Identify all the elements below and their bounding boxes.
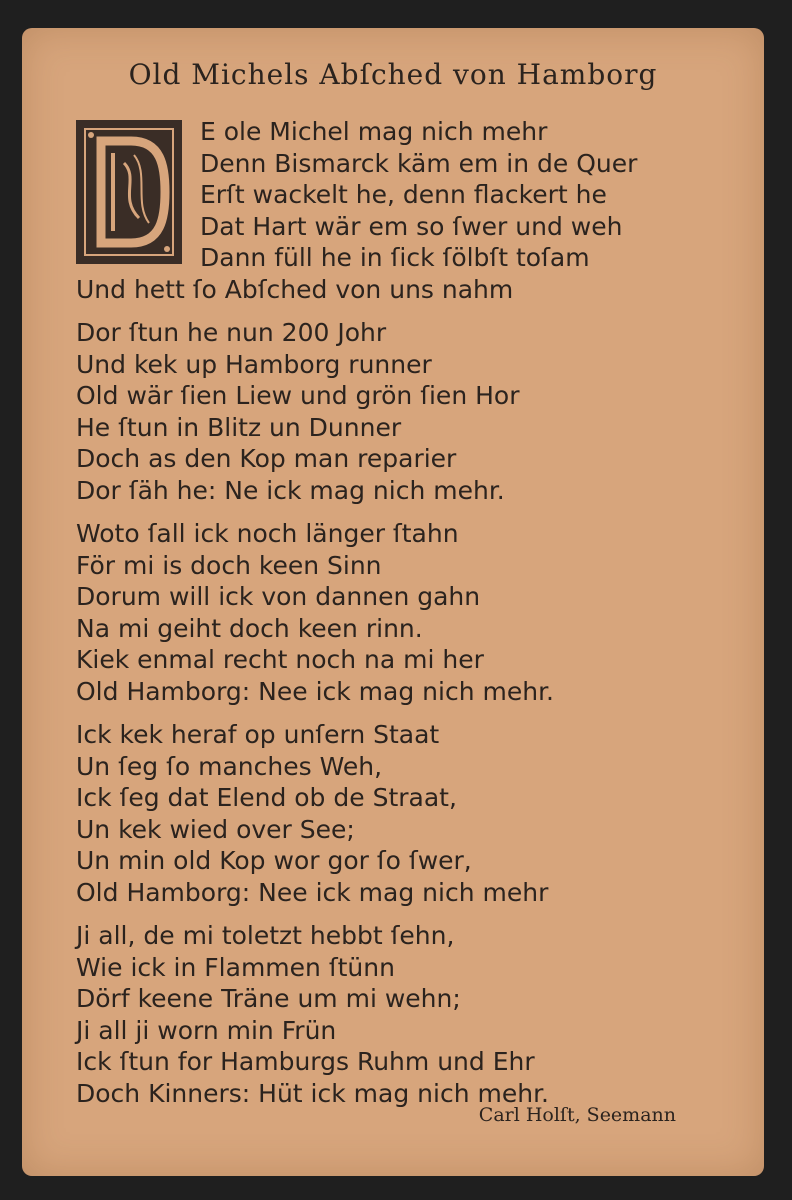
author-signature: Carl Holſt, Seemann	[478, 1104, 676, 1126]
stanza-2	[76, 317, 726, 506]
poem-line: E ole Michel mag nich mehr	[200, 117, 548, 146]
stanza-5	[76, 920, 726, 1109]
poem-line: Dat Hart wär em so ſwer und weh	[200, 211, 623, 241]
drop-cap-ornament-icon	[79, 123, 179, 261]
poem-line: Und kek up Hamborg runner	[76, 349, 432, 379]
poem-line: Ick ſeg dat Elend ob de Straat,	[76, 783, 457, 812]
poem-line: Na mi geiht doch keen rinn.	[76, 613, 423, 643]
poem-line: Old wär ſien Liew und grön ſien Hor	[76, 381, 520, 410]
poem-line: Un ſeg ſo manches Weh,	[76, 751, 383, 781]
poem-line: Dor ſäh he: Ne ick mag nich mehr.	[76, 475, 505, 505]
poem-line: Kiek enmal recht noch na mi her	[76, 645, 484, 674]
poem-line: Old Hamborg: Nee ick mag nich mehr	[76, 877, 549, 907]
poem-line: Und hett ſo Abſched von uns nahm	[76, 274, 514, 304]
stanza-4	[76, 719, 726, 908]
poem-line: Dann füll he in ſick ſölbſt toſam	[200, 243, 590, 272]
poem-line: Dorum will ick von dannen gahn	[76, 582, 481, 611]
poem-line: Old Hamborg: Nee ick mag nich mehr.	[76, 676, 555, 706]
poem-line: Dor ſtun he nun 200 Johr	[76, 318, 387, 347]
poem-line: Dörf keene Träne um mi wehn;	[76, 984, 461, 1013]
drop-cap-initial	[76, 120, 182, 264]
poem-line: Woto ſall ick noch länger ſtahn	[76, 519, 459, 548]
poem-body	[76, 116, 726, 1109]
poem-line: Wie ick in Flammen ſtünn	[76, 952, 395, 982]
poem-line: Ick ſtun for Hamburgs Ruhm und Ehr	[76, 1047, 535, 1076]
poem-line: Ji all, de mi toletzt hebbt ſehn,	[76, 921, 455, 950]
stanza-3	[76, 518, 726, 707]
poem-line: Ick kek heraf op unſern Staat	[76, 720, 440, 749]
poem-line: Un min old Kop wor gor ſo ſwer,	[76, 846, 472, 875]
poem-line: He ſtun in Blitz un Dunner	[76, 412, 402, 442]
postcard	[22, 28, 764, 1176]
poem-line: Un kek wied over See;	[76, 814, 355, 844]
poem-title: Old Michels Abſched von Hamborg	[128, 58, 658, 91]
poem-line: Ji all ji worn min Frün	[76, 1015, 337, 1045]
poem-line: Erſt wackelt he, denn flackert he	[200, 180, 607, 209]
poem-line: Doch Kinners: Hüt ick mag nich mehr.	[76, 1078, 549, 1108]
poem-line: Denn Bismarck käm em in de Quer	[200, 148, 638, 178]
poem-line: För mi is doch keen Sinn	[76, 550, 382, 580]
poem-line: Doch as den Kop man reparier	[76, 444, 457, 473]
